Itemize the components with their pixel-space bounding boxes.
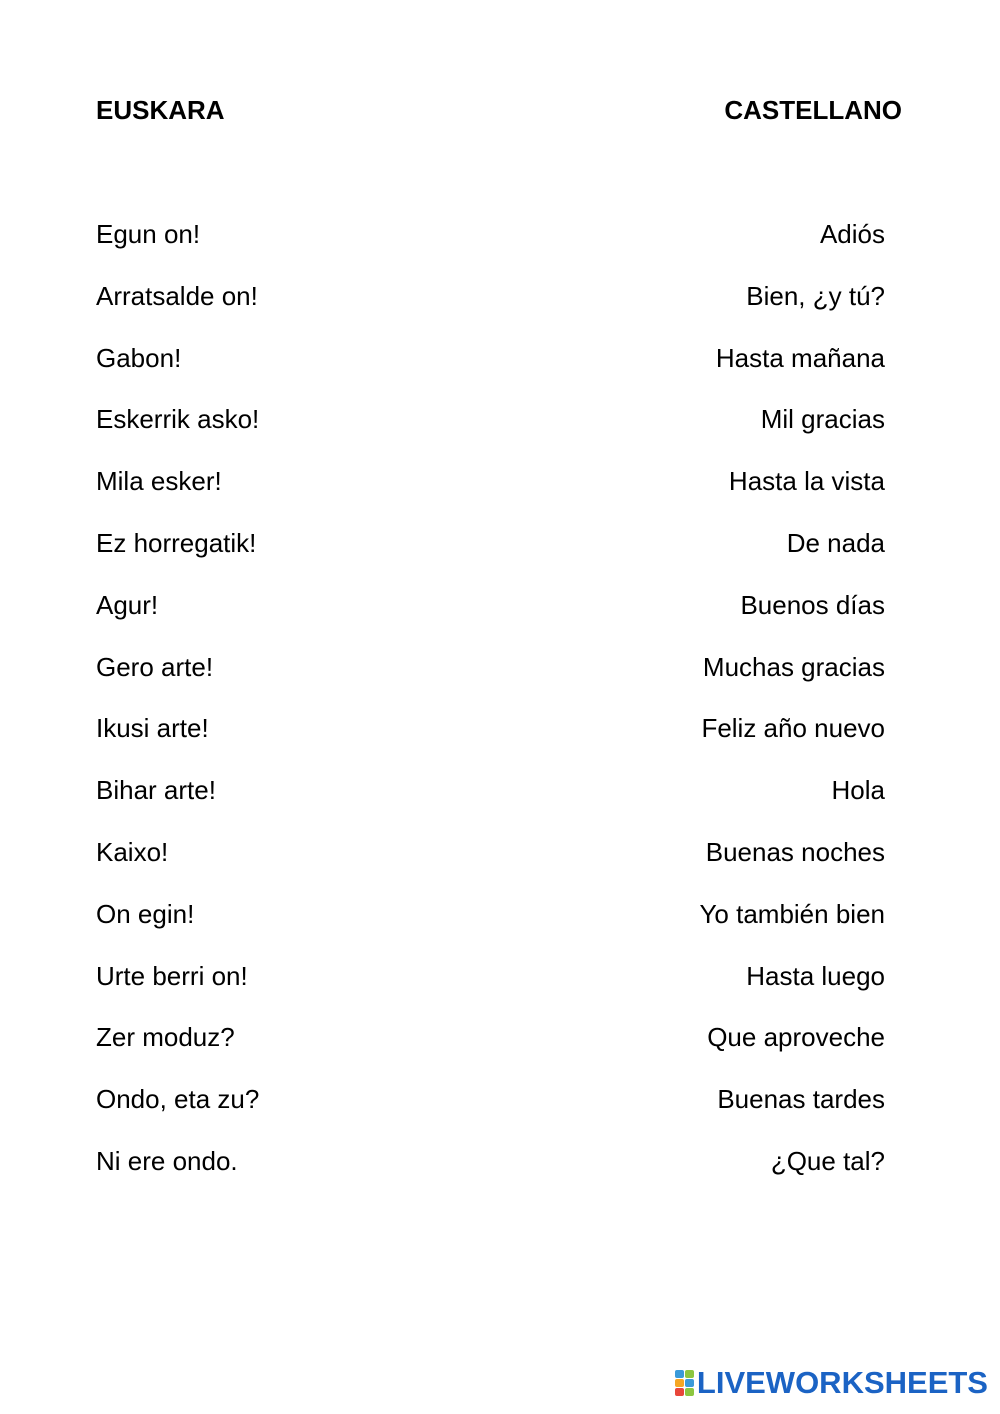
- euskara-item: On egin!: [96, 898, 195, 929]
- castellano-item: Muchas gracias: [702, 651, 885, 682]
- castellano-item: ¿Que tal?: [770, 1145, 885, 1176]
- euskara-item: Mila esker!: [96, 466, 222, 497]
- castellano-item: Bien, ¿y tú?: [746, 280, 885, 311]
- castellano-list: [485, 217, 885, 1206]
- euskara-list: [96, 217, 496, 1206]
- liveworksheets-logo[interactable]: [675, 1366, 988, 1400]
- euskara-item: Urte berri on!: [96, 960, 248, 991]
- castellano-item: Yo también bien: [699, 898, 885, 929]
- euskara-item: Zer moduz?: [96, 1022, 235, 1053]
- castellano-item: Hasta luego: [746, 960, 885, 991]
- euskara-item: Gero arte!: [96, 651, 214, 682]
- castellano-item: Feliz año nuevo: [701, 713, 885, 744]
- liveworksheets-logo-text: LIVEWORKSHEETS: [696, 1365, 988, 1400]
- euskara-item: Ez horregatik!: [96, 527, 257, 558]
- castellano-item: Buenas tardes: [717, 1084, 885, 1115]
- castellano-item: De nada: [786, 527, 885, 558]
- euskara-item: Ni ere ondo.: [96, 1145, 238, 1176]
- column-header-castellano: CASTELLANO: [724, 95, 902, 125]
- castellano-item: Hasta la vista: [728, 466, 885, 497]
- castellano-item: Buenos días: [740, 589, 885, 620]
- euskara-item: Ikusi arte!: [96, 713, 209, 744]
- euskara-item: Arratsalde on!: [96, 280, 258, 311]
- castellano-item: Hasta mañana: [715, 342, 885, 373]
- castellano-item: Mil gracias: [760, 404, 885, 435]
- euskara-item: Ondo, eta zu?: [96, 1084, 260, 1115]
- euskara-item: Gabon!: [96, 342, 182, 373]
- euskara-item: Agur!: [96, 589, 159, 620]
- liveworksheets-logo-icon: [675, 1369, 695, 1397]
- euskara-item: Egun on!: [96, 219, 201, 249]
- euskara-item: Eskerrik asko!: [96, 404, 260, 435]
- castellano-item: Adiós: [819, 219, 885, 249]
- castellano-item: Hola: [831, 775, 885, 806]
- column-header-euskara: EUSKARA: [96, 95, 225, 125]
- euskara-item: Kaixo!: [96, 836, 169, 867]
- castellano-item: Que aproveche: [707, 1022, 885, 1053]
- euskara-item: Bihar arte!: [96, 775, 216, 806]
- castellano-item: Buenas noches: [705, 836, 885, 867]
